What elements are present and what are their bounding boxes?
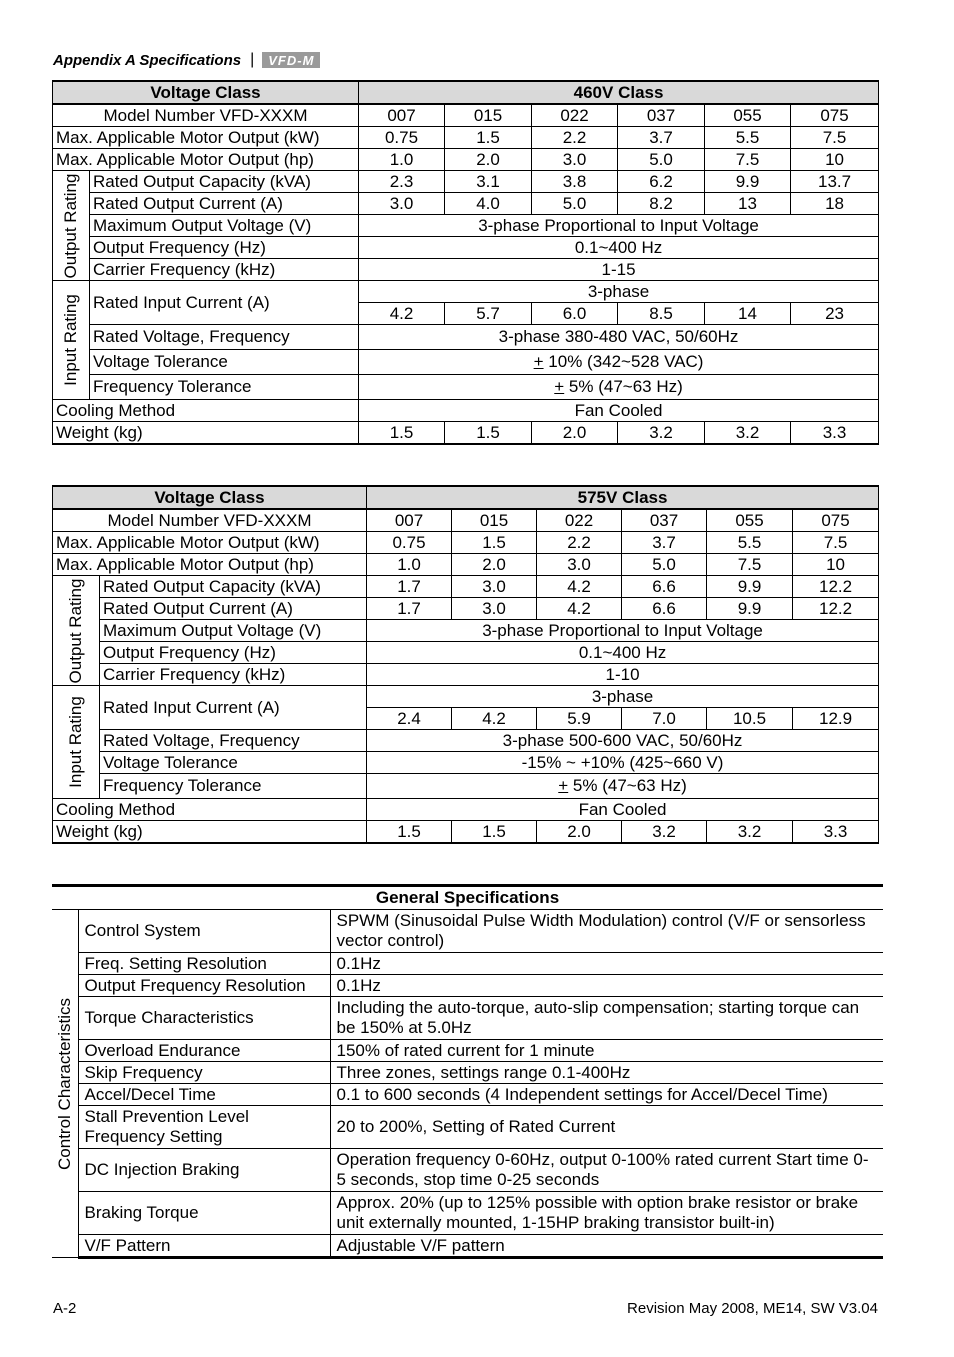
row-label: Weight (kg) — [53, 422, 359, 445]
value-cell: 1.0 — [359, 149, 445, 171]
output-frequency-row — [53, 237, 879, 259]
value-cell: 10 — [791, 149, 879, 171]
value-cell: 9.9 — [705, 171, 791, 193]
hp-row — [53, 149, 879, 171]
row-label: Maximum Output Voltage (V) — [90, 215, 359, 237]
value-cell: 5.9 — [537, 708, 622, 730]
value-cell: 2.4 — [367, 708, 452, 730]
group-label: Output Rating — [61, 173, 80, 278]
voltage-class-label: Voltage Class — [53, 81, 359, 104]
value-cell: 6.2 — [618, 171, 705, 193]
spec-label: Torque Characteristics — [78, 997, 330, 1040]
spec-value: 150% of rated current for 1 minute — [330, 1040, 883, 1062]
spec-table-460v — [52, 80, 879, 445]
value-cell: 3-phase Proportional to Input Voltage — [359, 215, 879, 237]
value-cell: 2.3 — [359, 171, 445, 193]
value-cell: 3-phase 380-480 VAC, 50/60Hz — [359, 325, 879, 350]
value-cell: 3.1 — [445, 171, 532, 193]
row-label: Model Number VFD-XXXM — [53, 509, 367, 532]
carrier-frequency-row — [53, 664, 879, 686]
kw-row — [53, 127, 879, 149]
row-label: Rated Output Capacity (kVA) — [90, 171, 359, 193]
value-cell: 1.5 — [452, 821, 537, 844]
spec-value: Operation frequency 0-60Hz, output 0-100% rated current Start time 0-5 seconds, stop time 0-25 seconds — [330, 1149, 883, 1192]
value-cell: 1.5 — [445, 127, 532, 149]
value-cell: 3.0 — [537, 554, 622, 576]
value-cell: 12.9 — [793, 708, 879, 730]
value-cell: 3.0 — [532, 149, 618, 171]
value-cell: 3.0 — [452, 598, 537, 620]
spec-row — [52, 1040, 883, 1062]
value-cell: 3.2 — [618, 422, 705, 445]
spec-label: DC Injection Braking — [78, 1149, 330, 1192]
model-cell: 022 — [532, 104, 618, 127]
value-cell: Fan Cooled — [359, 400, 879, 422]
weight-row — [53, 821, 879, 844]
kw-row — [53, 532, 879, 554]
row-label: Frequency Tolerance — [90, 375, 359, 400]
value-cell: 6.0 — [532, 303, 618, 325]
revision-note: Revision May 2008, ME14, SW V3.04 — [627, 1300, 878, 1317]
value-cell: 18 — [791, 193, 879, 215]
value-cell: 4.2 — [537, 576, 622, 598]
row-label: Max. Applicable Motor Output (hp) — [53, 554, 367, 576]
group-label: Input Rating — [61, 294, 80, 386]
value-cell: 3-phase Proportional to Input Voltage — [367, 620, 879, 642]
spec-value: Three zones, settings range 0.1-400Hz — [330, 1062, 883, 1084]
value-cell: -15% ~ +10% (425~660 V) — [367, 752, 879, 774]
row-label: Rated Output Current (A) — [90, 193, 359, 215]
group-label: Input Rating — [66, 696, 85, 788]
value-cell: 5.5 — [707, 532, 793, 554]
value-cell: 7.5 — [793, 532, 879, 554]
plus-minus-glyph: + — [558, 776, 569, 795]
value-cell: 1-10 — [367, 664, 879, 686]
value-cell: 2.0 — [452, 554, 537, 576]
value-cell: 5.0 — [622, 554, 707, 576]
row-label: Max. Applicable Motor Output (kW) — [53, 127, 359, 149]
value-cell: 4.2 — [359, 303, 445, 325]
row-label: Cooling Method — [53, 400, 359, 422]
model-cell: 022 — [537, 509, 622, 532]
spec-value: 0.1Hz — [330, 975, 883, 997]
voltage-class-value: 460V Class — [359, 81, 879, 104]
input-rating-group — [53, 686, 100, 799]
model-row — [53, 509, 879, 532]
model-cell: 075 — [793, 509, 879, 532]
value-cell: 3.0 — [452, 576, 537, 598]
spec-row — [52, 1149, 883, 1192]
group-label: Control Characteristics — [54, 997, 74, 1170]
model-cell: 037 — [618, 104, 705, 127]
group-label: Output Rating — [66, 578, 85, 683]
row-label: Max. Applicable Motor Output (hp) — [53, 149, 359, 171]
tolerance-text: 5% (47~63 Hz) — [568, 776, 687, 795]
plus-minus-glyph: + — [554, 377, 565, 396]
cooling-row — [53, 799, 879, 821]
value-cell: 12.2 — [793, 598, 879, 620]
spec-label: Skip Frequency — [78, 1062, 330, 1084]
value-cell: 3-phase 500-600 VAC, 50/60Hz — [367, 730, 879, 752]
value-cell: 23 — [791, 303, 879, 325]
spec-value: SPWM (Sinusoidal Pulse Width Modulation) control (V/F or sensorless vector control) — [330, 910, 883, 953]
value-cell: 3.2 — [705, 422, 791, 445]
value-cell — [367, 774, 879, 799]
value-cell: 2.2 — [537, 532, 622, 554]
header-separator: | — [250, 51, 255, 68]
spec-row — [52, 1235, 883, 1258]
model-cell: 007 — [367, 509, 452, 532]
max-voltage-row — [53, 215, 879, 237]
rated-voltage-row — [53, 325, 879, 350]
spec-row — [52, 1192, 883, 1235]
value-cell: 5.7 — [445, 303, 532, 325]
tolerance-text: 5% (47~63 Hz) — [564, 377, 683, 396]
voltage-tolerance-row — [53, 350, 879, 375]
value-cell: 5.0 — [532, 193, 618, 215]
value-cell: 10.5 — [707, 708, 793, 730]
hp-row — [53, 554, 879, 576]
control-characteristics-group — [52, 910, 78, 1258]
value-cell: 3.7 — [618, 127, 705, 149]
model-row — [53, 104, 879, 127]
row-label: Voltage Tolerance — [90, 350, 359, 375]
value-cell: 0.75 — [359, 127, 445, 149]
spec-table-575v — [52, 485, 879, 844]
tolerance-text: 10% (342~528 VAC) — [543, 352, 704, 371]
value-cell: 2.0 — [445, 149, 532, 171]
output-rating-group — [53, 576, 100, 686]
spec-row — [52, 997, 883, 1040]
value-cell: 1.5 — [445, 422, 532, 445]
value-cell: 10 — [793, 554, 879, 576]
value-cell: 1.5 — [367, 821, 452, 844]
value-cell: 1.5 — [359, 422, 445, 445]
row-label: Output Frequency (Hz) — [90, 237, 359, 259]
kva-row — [53, 576, 879, 598]
value-cell: 1.5 — [452, 532, 537, 554]
value-cell: 2.0 — [532, 422, 618, 445]
value-cell: 12.2 — [793, 576, 879, 598]
value-cell: 13 — [705, 193, 791, 215]
value-cell: 4.0 — [445, 193, 532, 215]
spec-row — [52, 1062, 883, 1084]
rated-voltage-row — [53, 730, 879, 752]
row-label: Rated Voltage, Frequency — [100, 730, 367, 752]
value-cell: 3.7 — [622, 532, 707, 554]
row-label: Frequency Tolerance — [100, 774, 367, 799]
value-cell: 5.0 — [618, 149, 705, 171]
input-rating-group — [53, 281, 90, 400]
cooling-row — [53, 400, 879, 422]
row-label: Rated Input Current (A) — [100, 686, 367, 730]
voltage-class-header — [53, 486, 879, 509]
value-cell: 7.5 — [707, 554, 793, 576]
spec-label: Control System — [78, 910, 330, 953]
model-cell: 055 — [705, 104, 791, 127]
value-cell: 3-phase — [367, 686, 879, 708]
spec-label: V/F Pattern — [78, 1235, 330, 1258]
value-cell — [359, 375, 879, 400]
row-label: Maximum Output Voltage (V) — [100, 620, 367, 642]
value-cell: 13.7 — [791, 171, 879, 193]
value-cell: 1.7 — [367, 598, 452, 620]
value-cell: 8.2 — [618, 193, 705, 215]
value-cell: 0.75 — [367, 532, 452, 554]
value-cell: 1.0 — [367, 554, 452, 576]
spec-value: Adjustable V/F pattern — [330, 1235, 883, 1258]
value-cell: 0.1~400 Hz — [359, 237, 879, 259]
output-frequency-row — [53, 642, 879, 664]
value-cell: 9.9 — [707, 598, 793, 620]
value-cell: 8.5 — [618, 303, 705, 325]
input-current-row — [53, 281, 879, 303]
frequency-tolerance-row — [53, 375, 879, 400]
model-cell: 015 — [445, 104, 532, 127]
spec-value: 20 to 200%, Setting of Rated Current — [330, 1106, 883, 1149]
model-cell: 075 — [791, 104, 879, 127]
row-label: Carrier Frequency (kHz) — [100, 664, 367, 686]
value-cell: 3.8 — [532, 171, 618, 193]
row-label: Output Frequency (Hz) — [100, 642, 367, 664]
value-cell: 0.1~400 Hz — [367, 642, 879, 664]
value-cell: 4.2 — [537, 598, 622, 620]
voltage-class-label: Voltage Class — [53, 486, 367, 509]
model-cell: 015 — [452, 509, 537, 532]
kva-row — [53, 171, 879, 193]
voltage-class-value: 575V Class — [367, 486, 879, 509]
spec-value: Including the auto-torque, auto-slip compensation; starting torque can be 150% at 5.0Hz — [330, 997, 883, 1040]
value-cell: 9.9 — [707, 576, 793, 598]
value-cell: 14 — [705, 303, 791, 325]
model-cell: 055 — [707, 509, 793, 532]
weight-row — [53, 422, 879, 445]
output-rating-group — [53, 171, 90, 281]
value-cell: 3.0 — [359, 193, 445, 215]
spec-value: 0.1Hz — [330, 953, 883, 975]
spec-label: Freq. Setting Resolution — [78, 953, 330, 975]
general-specifications-header — [52, 886, 883, 910]
input-current-row — [53, 686, 879, 708]
value-cell: 6.6 — [622, 576, 707, 598]
row-label: Cooling Method — [53, 799, 367, 821]
spec-row — [52, 975, 883, 997]
value-cell: 4.2 — [452, 708, 537, 730]
value-cell: 7.5 — [705, 149, 791, 171]
spec-label: Stall Prevention Level Frequency Setting — [78, 1106, 330, 1149]
frequency-tolerance-row — [53, 774, 879, 799]
spec-row — [52, 953, 883, 975]
output-current-row — [53, 598, 879, 620]
value-cell: 2.2 — [532, 127, 618, 149]
voltage-class-header — [53, 81, 879, 104]
value-cell: Fan Cooled — [367, 799, 879, 821]
general-specifications-table — [52, 884, 883, 1259]
spec-row — [52, 910, 883, 953]
value-cell: 7.0 — [622, 708, 707, 730]
value-cell: 7.5 — [791, 127, 879, 149]
spec-value: Approx. 20% (up to 125% possible with option brake resistor or brake unit externally mounted, 1-15HP braking transistor built-in) — [330, 1192, 883, 1235]
vfd-m-logo: VFD-M — [262, 52, 320, 68]
row-label: Max. Applicable Motor Output (kW) — [53, 532, 367, 554]
page-number: A-2 — [53, 1300, 77, 1317]
row-label: Weight (kg) — [53, 821, 367, 844]
output-current-row — [53, 193, 879, 215]
spec-row — [52, 1106, 883, 1149]
value-cell: 3.2 — [622, 821, 707, 844]
page-header — [53, 50, 320, 70]
row-label: Rated Output Capacity (kVA) — [100, 576, 367, 598]
model-cell: 037 — [622, 509, 707, 532]
spec-label: Output Frequency Resolution — [78, 975, 330, 997]
value-cell: 1.7 — [367, 576, 452, 598]
value-cell: 6.6 — [622, 598, 707, 620]
spec-row — [52, 1084, 883, 1106]
spec-label: Accel/Decel Time — [78, 1084, 330, 1106]
row-label: Carrier Frequency (kHz) — [90, 259, 359, 281]
general-specifications-title: General Specifications — [52, 886, 883, 910]
row-label: Rated Output Current (A) — [100, 598, 367, 620]
section-title: Appendix A Specifications — [53, 51, 242, 69]
model-cell: 007 — [359, 104, 445, 127]
value-cell: 3-phase — [359, 281, 879, 303]
voltage-tolerance-row — [53, 752, 879, 774]
row-label: Rated Input Current (A) — [90, 281, 359, 325]
value-cell: 3.2 — [707, 821, 793, 844]
carrier-frequency-row — [53, 259, 879, 281]
spec-label: Overload Endurance — [78, 1040, 330, 1062]
spec-value: 0.1 to 600 seconds (4 Independent settings for Accel/Decel Time) — [330, 1084, 883, 1106]
value-cell — [359, 350, 879, 375]
row-label: Rated Voltage, Frequency — [90, 325, 359, 350]
plus-minus-glyph: + — [533, 352, 544, 371]
value-cell: 2.0 — [537, 821, 622, 844]
row-label: Model Number VFD-XXXM — [53, 104, 359, 127]
value-cell: 1-15 — [359, 259, 879, 281]
value-cell: 5.5 — [705, 127, 791, 149]
value-cell: 3.3 — [791, 422, 879, 445]
max-voltage-row — [53, 620, 879, 642]
value-cell: 3.3 — [793, 821, 879, 844]
spec-label: Braking Torque — [78, 1192, 330, 1235]
row-label: Voltage Tolerance — [100, 752, 367, 774]
